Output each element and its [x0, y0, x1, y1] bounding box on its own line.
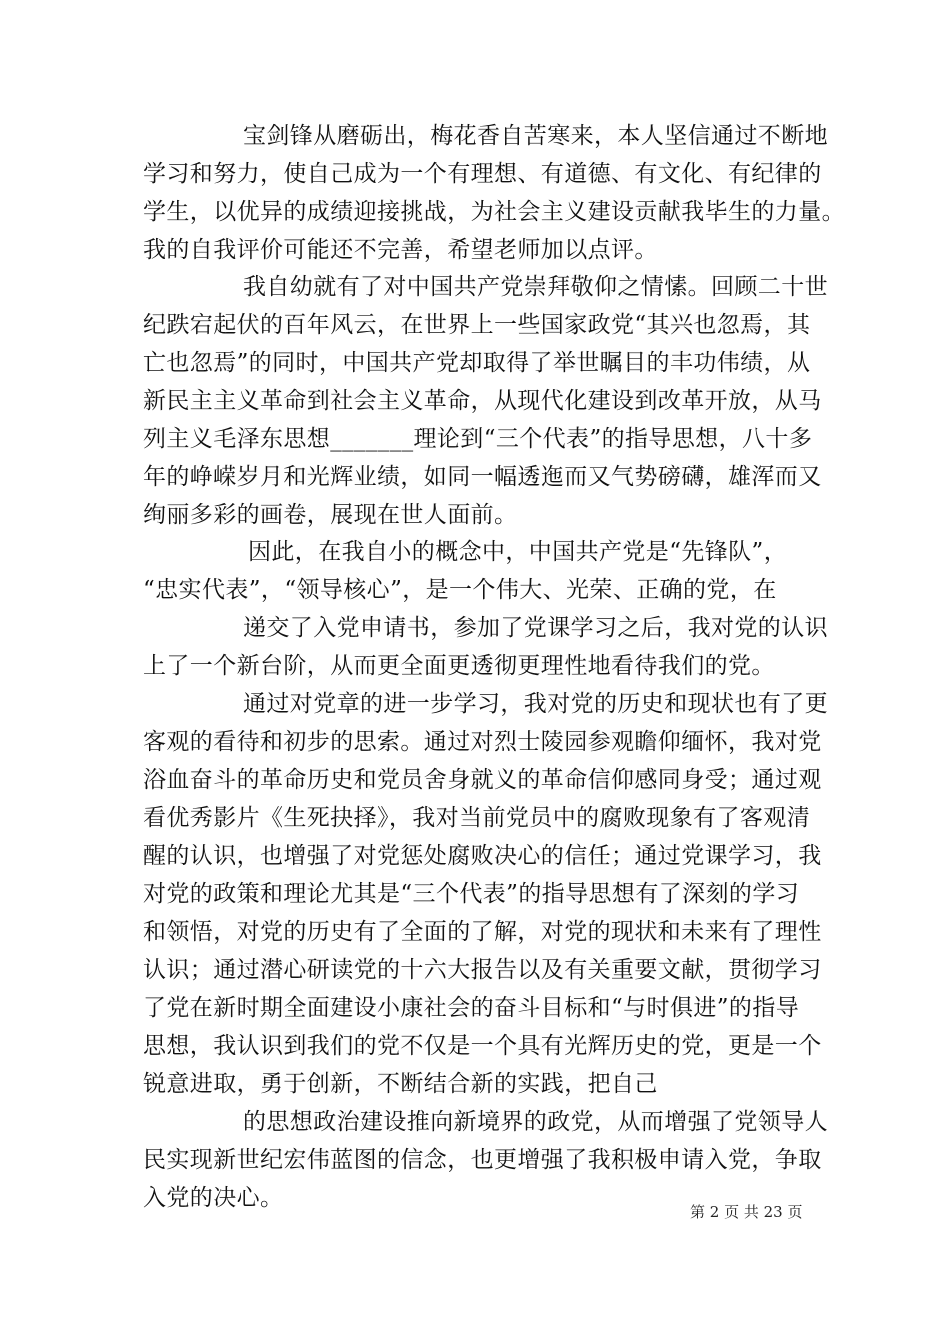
page-number-footer: 第 2 页 共 23 页: [690, 1203, 803, 1221]
paragraph-1-line-4: 我的自我评价可能还不完善，希望老师加以点评。: [143, 237, 658, 263]
paragraph-3-line-2: “忠实代表”，“领导核心”，是一个伟大、光荣、正确的党，在: [143, 577, 777, 603]
paragraph-5-line-4: 看优秀影片《生死抉择》，我对当前党员中的腐败现象有了客观清: [143, 805, 811, 831]
paragraph-5-line-8: 认识；通过潜心研读党的十六大报告以及有关重要文献，贯彻学习: [143, 957, 822, 983]
paragraph-2-line-5: 列主义毛泽东思想_______理论到“三个代表”的指导思想，八十多: [143, 426, 813, 452]
paragraph-1-line-1: 宝剑锋从磨砺出，梅花香自苦寒来，本人坚信通过不断地: [243, 123, 828, 149]
paragraph-5-line-10: 思想，我认识到我们的党不仅是一个具有光辉历史的党，更是一个: [143, 1033, 822, 1059]
paragraph-5-line-5: 醒的认识，也增强了对党惩处腐败决心的信任；通过党课学习，我: [143, 843, 822, 869]
paragraph-4-line-2: 上了一个新台阶，从而更全面更透彻更理性地看待我们的党。: [143, 653, 775, 679]
paragraph-6-line-2: 民实现新世纪宏伟蓝图的信念，也更增强了我积极申请入党，争取: [143, 1147, 822, 1173]
paragraph-1-line-2: 学习和努力，使自己成为一个有理想、有道德、有文化、有纪律的: [143, 161, 822, 187]
paragraph-2-line-4: 新民主主义革命到社会主义革命，从现代化建设到改革开放，从马: [143, 388, 822, 414]
paragraph-6-line-3: 入党的决心。: [143, 1185, 284, 1211]
paragraph-1-line-3: 学生，以优异的成绩迎接挑战，为社会主义建设贡献我毕生的力量。: [143, 199, 845, 225]
paragraph-2-line-3: 亡也忽焉”的同时，中国共产党却取得了举世瞩目的丰功伟绩，从: [143, 350, 811, 376]
paragraph-6-line-1: 的思想政治建设推向新境界的政党，从而增强了党领导人: [243, 1109, 828, 1135]
paragraph-5-line-1: 通过对党章的进一步学习，我对党的历史和现状也有了更: [243, 691, 828, 717]
paragraph-5-line-11: 锐意进取，勇于创新，不断结合新的实践，把自己: [143, 1071, 658, 1097]
paragraph-2-line-6: 年的峥嵘岁月和光辉业绩，如同一幅透迤而又气势磅礴，雄浑而又: [143, 464, 822, 490]
paragraph-5-line-3: 浴血奋斗的革命历史和党员舍身就义的革命信仰感同身受；通过观: [143, 767, 822, 793]
paragraph-5-line-2: 客观的看待和初步的思索。通过对烈士陵园参观瞻仰缅怀，我对党: [143, 729, 822, 755]
paragraph-4-line-1: 递交了入党申请书，参加了党课学习之后，我对党的认识: [243, 615, 828, 641]
paragraph-5-line-6: 对党的政策和理论尤其是“三个代表”的指导思想有了深刻的学习: [143, 881, 800, 907]
paragraph-3-line-1: 因此，在我自小的概念中，中国共产党是“先锋队”，: [248, 539, 788, 565]
paragraph-5-line-9: 了党在新时期全面建设小康社会的奋斗目标和“与时俱进”的指导: [143, 995, 800, 1021]
paragraph-2-line-1: 我自幼就有了对中国共产党崇拜敬仰之情愫。回顾二十世: [243, 274, 828, 300]
paragraph-2-line-2: 纪跌宕起伏的百年风云，在世界上一些国家政党“其兴也忽焉，其: [143, 312, 811, 338]
paragraph-2-line-7: 绚丽多彩的画卷，展现在世人面前。: [143, 502, 518, 528]
paragraph-5-line-7: 和领悟，对党的历史有了全面的了解，对党的现状和未来有了理性: [143, 919, 822, 945]
